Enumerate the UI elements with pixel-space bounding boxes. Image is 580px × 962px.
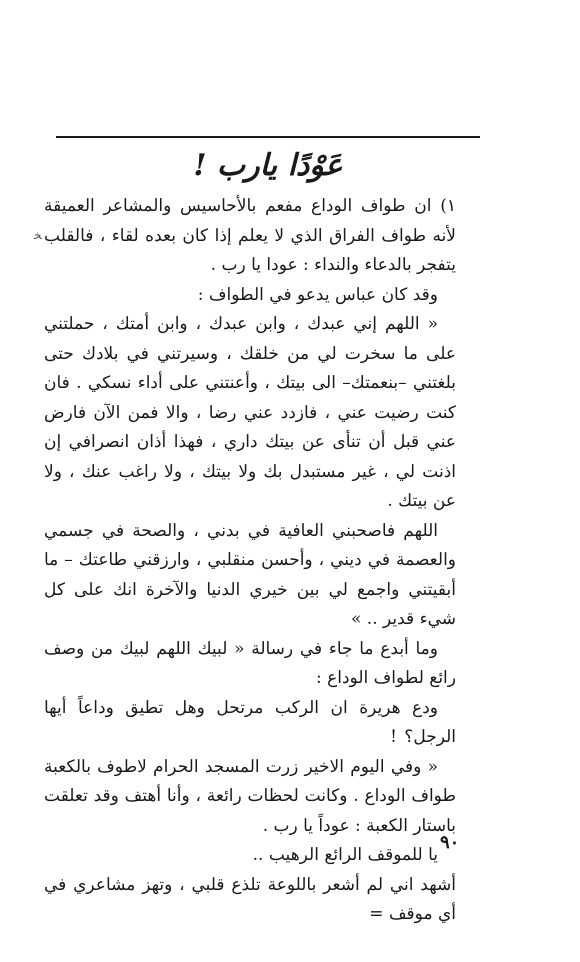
paragraph-testimony: أشهد اني لم أشعر باللوعة تلذع قلبي ، وتهز مشاعري في أي موقف = [44, 874, 456, 924]
paragraph-abbas-intro: وقد كان عباس يدعو في الطواف : [197, 284, 438, 305]
page-number: ٩٠ [440, 832, 460, 853]
chapter-title: عَوْدًا يارب ! [193, 148, 343, 183]
body-text [44, 192, 456, 930]
margin-annotation: ﺨ [34, 228, 42, 242]
paragraph-prayer-2: اللهم فاصحبني العافية في بدني ، والصحة في جسمي والعصمة في ديني ، وأحسن منقلبي ، وارزقني طاعتك – ما أبقيتني واجمع لي بين خيري الدنيا والآخرة انك على كل شيء قدير .. » [44, 520, 456, 629]
paragraph-prayer-1: « اللهم إني عبدك ، وابن عبدك ، وابن أمتك ، حملتني على ما سخرت لي من خلقك ، وسيرتني في بلادك حتى بلغتني –بنعمتك– الى بيتك ، وأعنتني على أداء نسكي . فان كنت رضيت عني ، فازدد عني رضا ، والا فمن الآن فارض عني قبل أن تنأى عن بيتك داري ، فهذا أذان انصرافي إن اذنت لي ، غير مستبدل بك ولا بيتك ، ولا راغب عنك ، ولا عن بيتك . [44, 314, 456, 511]
paragraph-labbaik-intro: وما أبدع ما جاء في رسالة « لبيك اللهم لبيك من وصف رائع لطواف الوداع : [44, 638, 456, 688]
poetry-verse: ودع هريرة ان الركب مرتحل وهل تطيق وداعاً أيها الرجل؟ ! [44, 697, 456, 747]
paragraph-last-day: « وفي اليوم الاخير زرت المسجد الحرام لاطوف بالكعبة طواف الوداع . وكانت لحظات رائعة ، وأنا أهتف وقد تعلقت باستار الكعبة : عوداً يا رب . [44, 756, 456, 836]
header-rule [56, 136, 480, 138]
paragraph-footnote-1: ١) ان طواف الوداع مفعم بالأحاسيس والمشاعر العميقة لأنه طواف الفراق الذي لا يعلم إذا كان بعده لقاء ، فالقلب يتفجر بالدعاء والنداء : عودا يا رب . [44, 196, 456, 275]
paragraph-exclamation: يا للموقف الرائع الرهيب .. [252, 845, 438, 865]
